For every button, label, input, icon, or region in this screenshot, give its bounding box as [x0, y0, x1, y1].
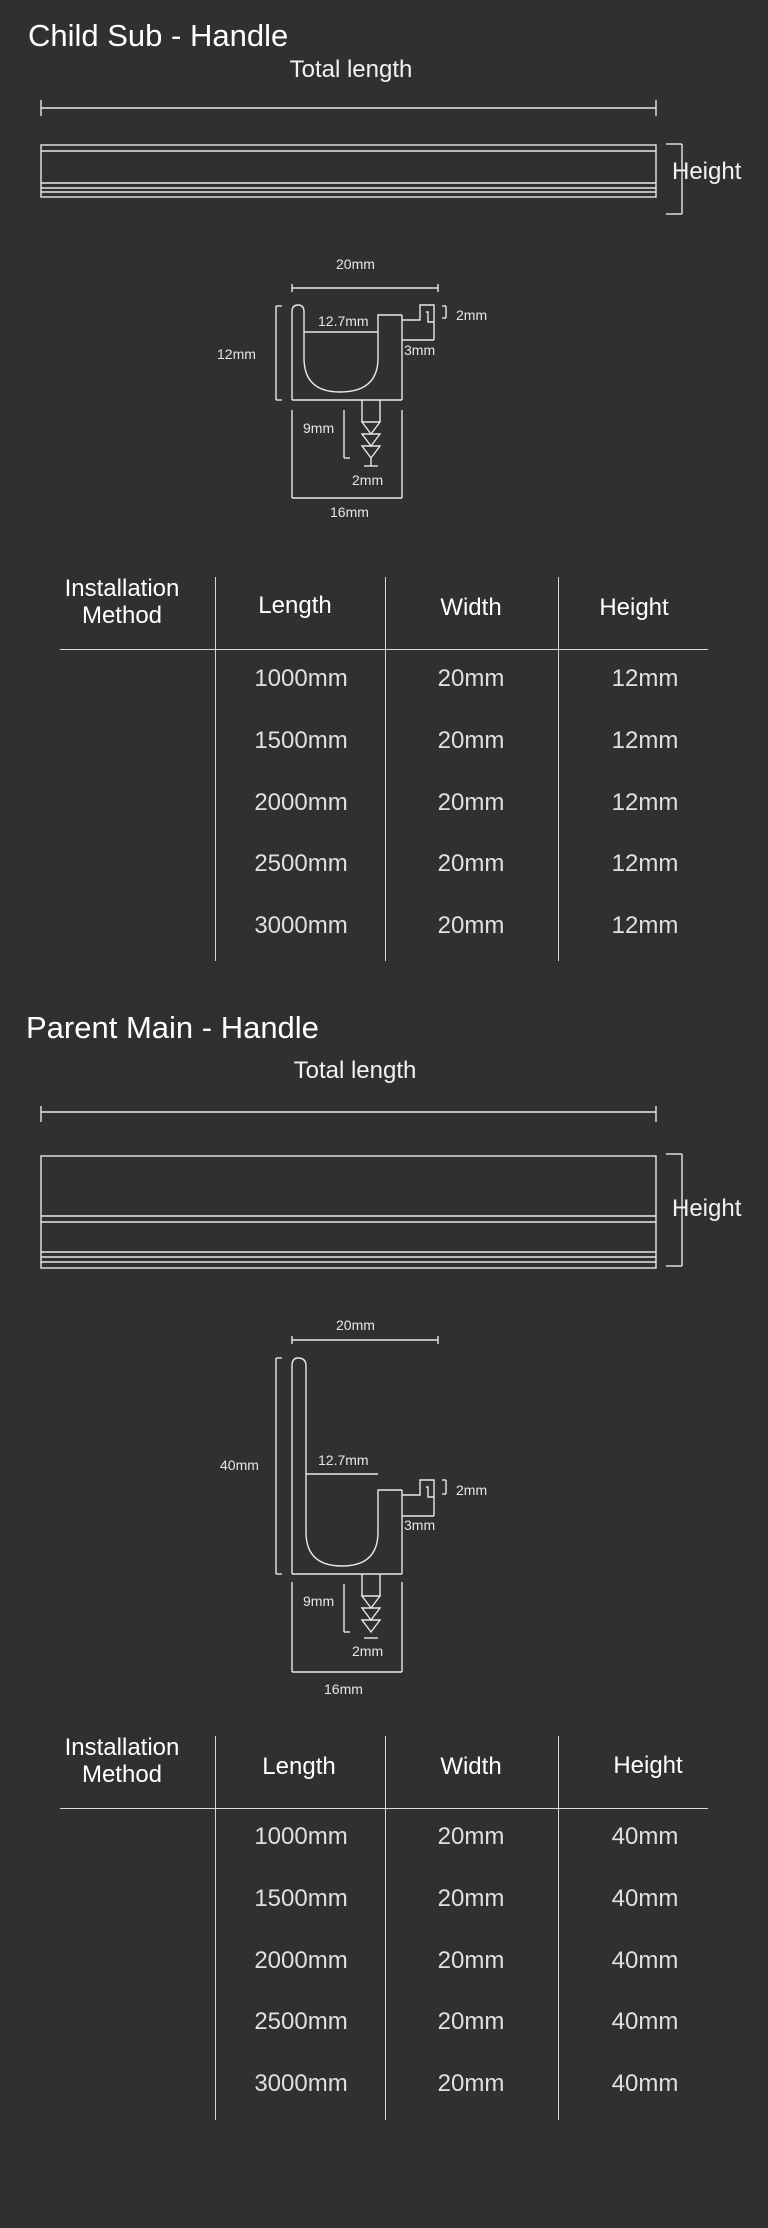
- cell-height: 12mm: [611, 727, 679, 754]
- cell-length: 2000mm: [254, 789, 348, 816]
- cell-width: 20mm: [437, 789, 505, 816]
- table-header-method: Installation Method: [64, 1734, 180, 1788]
- table-header-rule: [60, 1808, 708, 1809]
- dim-fin-depth: 9mm: [303, 1593, 335, 1609]
- table-header-length: Length: [262, 1753, 336, 1780]
- cell-width: 20mm: [437, 1823, 505, 1850]
- section-title-parent: Parent Main - Handle: [26, 1010, 319, 1045]
- dim-inner: 12.7mm: [318, 313, 369, 329]
- cell-length: 1000mm: [254, 665, 348, 692]
- dim-lip: 2mm: [456, 307, 488, 323]
- dim-fin-width: 2mm: [352, 1643, 384, 1659]
- cell-width: 20mm: [437, 912, 505, 939]
- table-header-height: Height: [613, 1752, 683, 1779]
- dim-fin-depth: 9mm: [303, 420, 335, 436]
- dim-width: 20mm: [336, 256, 375, 272]
- cell-height: 40mm: [611, 1823, 679, 1850]
- cell-height: 12mm: [611, 850, 679, 877]
- cell-length: 2500mm: [254, 850, 348, 877]
- dim-base: 16mm: [324, 1681, 363, 1697]
- cell-width: 20mm: [437, 850, 505, 877]
- total-length-dimension: [0, 1104, 768, 1124]
- cell-width: 20mm: [437, 727, 505, 754]
- dim-inner: 12.7mm: [318, 1452, 369, 1468]
- cell-height: 40mm: [611, 1947, 679, 1974]
- cell-width: 20mm: [437, 2008, 505, 2035]
- cell-length: 1000mm: [254, 1823, 348, 1850]
- cell-width: 20mm: [437, 2070, 505, 2097]
- cell-height: 12mm: [611, 665, 679, 692]
- cell-length: 2000mm: [254, 1947, 348, 1974]
- cell-height: 40mm: [611, 2008, 679, 2035]
- child-handle-cross-section: [0, 270, 768, 510]
- dim-lip-depth: 3mm: [404, 342, 436, 358]
- dim-height: 12mm: [217, 346, 256, 362]
- dim-width: 20mm: [336, 1317, 375, 1333]
- dim-base: 16mm: [330, 504, 369, 520]
- height-label: Height: [672, 1195, 742, 1222]
- height-label: Height: [672, 158, 742, 185]
- cell-height: 40mm: [611, 2070, 679, 2097]
- parent-handle-cross-section: [0, 1320, 768, 1680]
- cell-height: 12mm: [611, 789, 679, 816]
- table-divider: [558, 1736, 559, 2120]
- cell-width: 20mm: [437, 1947, 505, 1974]
- table-divider: [215, 1736, 216, 2120]
- dim-lip-depth: 3mm: [404, 1517, 436, 1533]
- table-divider: [385, 1736, 386, 2120]
- cell-length: 2500mm: [254, 2008, 348, 2035]
- cell-height: 40mm: [611, 1885, 679, 1912]
- cell-length: 3000mm: [254, 2070, 348, 2097]
- table-header-width: Width: [440, 594, 502, 621]
- total-length-label: Total length: [289, 56, 413, 83]
- table-divider: [558, 577, 559, 961]
- dim-lip: 2mm: [456, 1482, 488, 1498]
- dim-fin-width: 2mm: [352, 472, 384, 488]
- table-header-length: Length: [258, 592, 332, 619]
- cell-length: 1500mm: [254, 1885, 348, 1912]
- cell-width: 20mm: [437, 1885, 505, 1912]
- table-header-method: Installation Method: [64, 575, 180, 629]
- cell-width: 20mm: [437, 665, 505, 692]
- cell-length: 1500mm: [254, 727, 348, 754]
- section-title-child: Child Sub - Handle: [28, 18, 289, 53]
- total-length-label: Total length: [293, 1057, 417, 1084]
- child-handle-side-view: [0, 140, 768, 210]
- table-divider: [215, 577, 216, 961]
- cell-length: 3000mm: [254, 912, 348, 939]
- total-length-dimension: [0, 100, 768, 120]
- table-header-rule: [60, 649, 708, 650]
- table-header-height: Height: [599, 594, 669, 621]
- dim-height: 40mm: [220, 1457, 259, 1473]
- cell-height: 12mm: [611, 912, 679, 939]
- parent-handle-side-view: [0, 1150, 768, 1270]
- table-header-width: Width: [440, 1753, 502, 1780]
- table-divider: [385, 577, 386, 961]
